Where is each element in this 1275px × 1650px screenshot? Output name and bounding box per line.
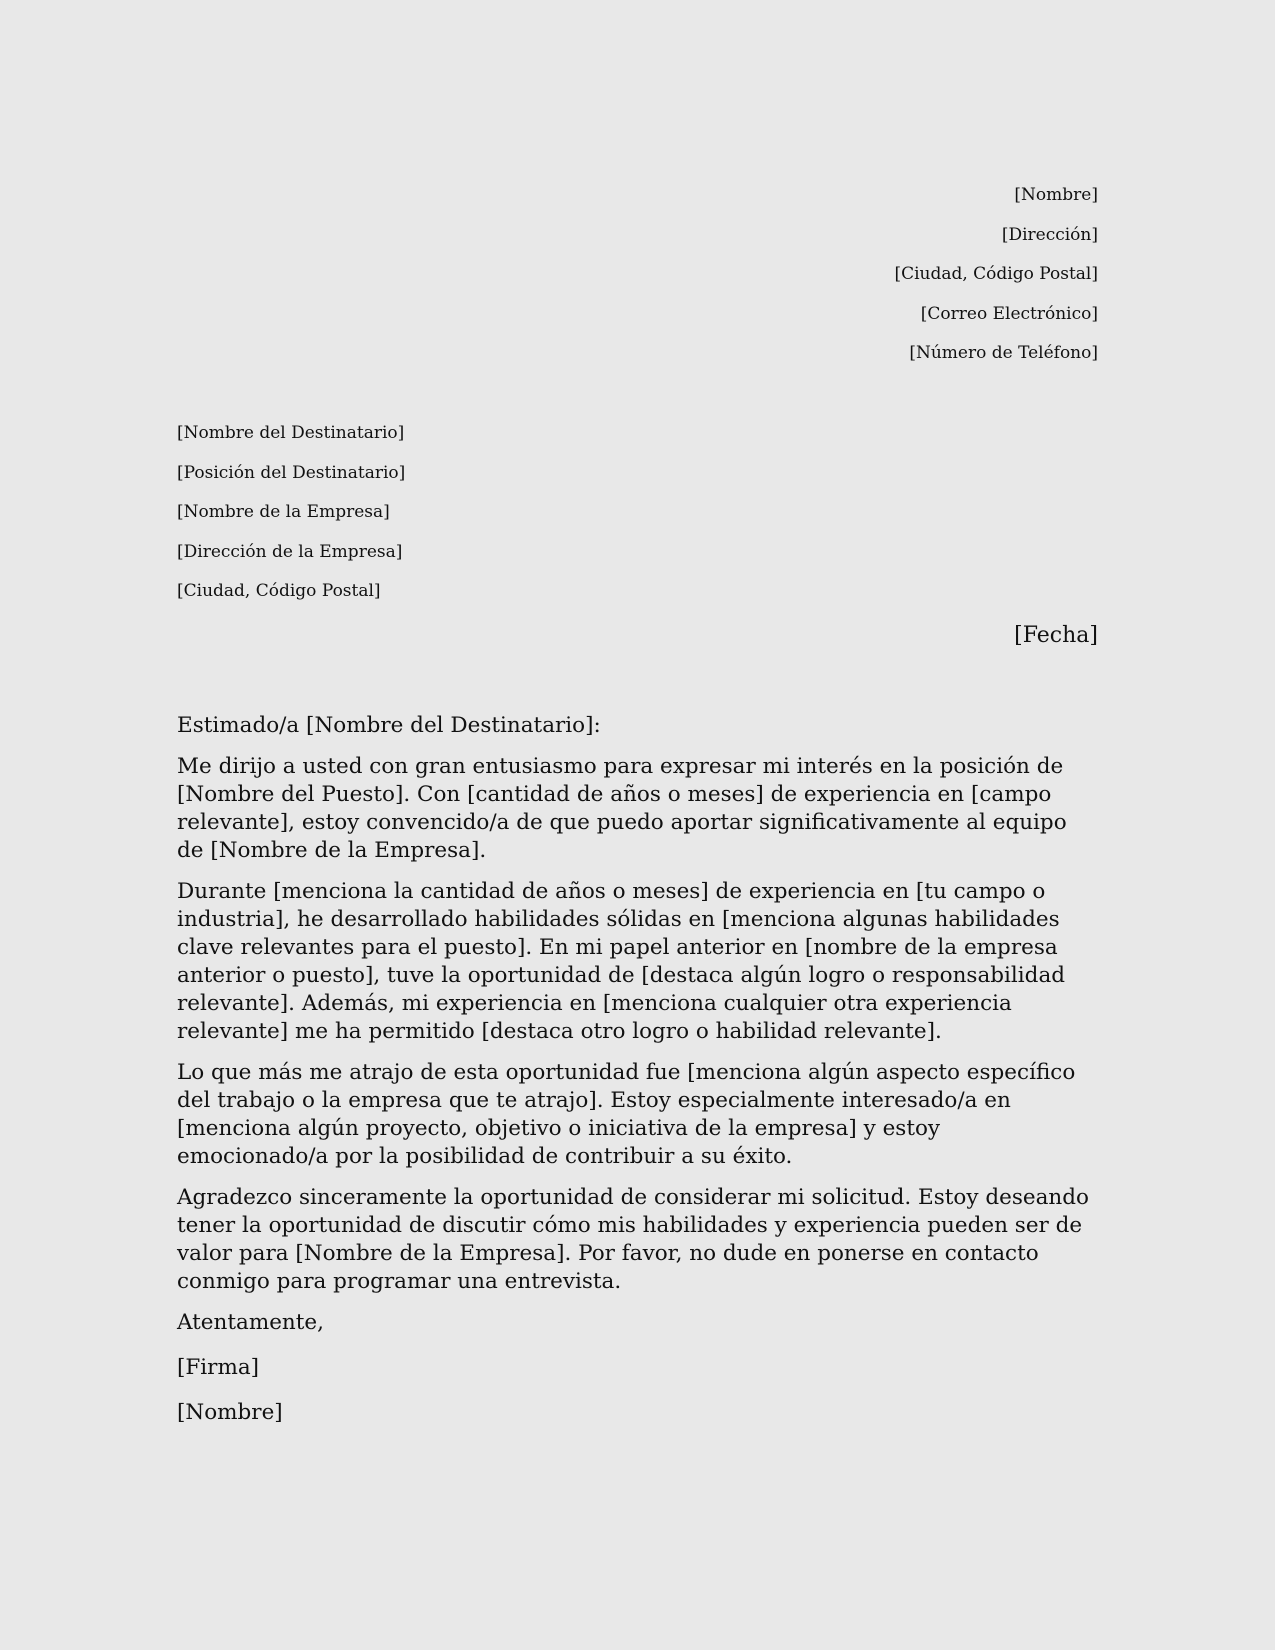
letter-page: [177, 0, 1098, 1650]
recipient-position: [Posición del Destinatario]: [177, 462, 406, 483]
signature-placeholder: [Firma]: [177, 1355, 260, 1380]
closing: Atentamente,: [177, 1310, 324, 1335]
sender-name: [Nombre]: [1014, 185, 1098, 205]
signer-name: [Nombre]: [177, 1400, 283, 1425]
body-paragraph: Lo que más me atrajo de esta oportunidad fue [menciona algún aspecto específico del trabajo o la empresa que te atrajo]. Estoy especialmente interesado/a en [menciona algún proyecto, objetivo o iniciativa de la empresa] y estoy emocionado/a por la posibilidad de contribuir a su éxito.: [177, 1060, 1076, 1169]
salutation: Estimado/a [Nombre del Destinatario]:: [177, 713, 601, 738]
body-paragraph: Durante [menciona la cantidad de años o meses] de experiencia en [tu campo o industria], he desarrollado habilidades sólidas en [menciona algunas habilidades clave relevantes para el puesto]. En mi papel anterior en [nombre de la empresa anterior o puesto], tuve la oportunidad de [destaca algún logro o responsabilidad relevante]. Además, mi experiencia en [menciona cualquier otra experiencia relevante] me ha permitido [destaca otro logro o habilidad relevante].: [177, 879, 1066, 1044]
letter-date: [Fecha]: [1014, 623, 1098, 648]
letter-body: [177, 712, 1098, 1444]
recipient-company: [Nombre de la Empresa]: [177, 502, 390, 523]
sender-block: [894, 184, 1098, 382]
sender-phone: [Número de Teléfono]: [909, 343, 1098, 364]
body-paragraph: Agradezco sinceramente la oportunidad de considerar mi solicitud. Estoy deseando tener la oportunidad de discutir cómo mis habilidades y experiencia pueden ser de valor para [Nombre de la Empresa]. Por favor, no dude en ponerse en contacto conmigo para programar una entrevista.: [177, 1185, 1089, 1294]
recipient-name: [Nombre del Destinatario]: [177, 423, 405, 443]
sender-city-postal: [Ciudad, Código Postal]: [894, 264, 1098, 285]
sender-address: [Dirección]: [1001, 224, 1098, 245]
recipient-company-address: [Dirección de la Empresa]: [177, 541, 403, 562]
sender-email: [Correo Electrónico]: [920, 303, 1098, 324]
recipient-city-postal: [Ciudad, Código Postal]: [177, 581, 381, 602]
body-paragraph: Me dirijo a usted con gran entusiasmo para expresar mi interés en la posición de [Nombre del Puesto]. Con [cantidad de años o meses] de experiencia en [campo relevante], estoy convencido/a de que puedo aportar significativamente al equipo de [Nombre de la Empresa].: [177, 754, 1067, 863]
recipient-block: [177, 422, 405, 620]
